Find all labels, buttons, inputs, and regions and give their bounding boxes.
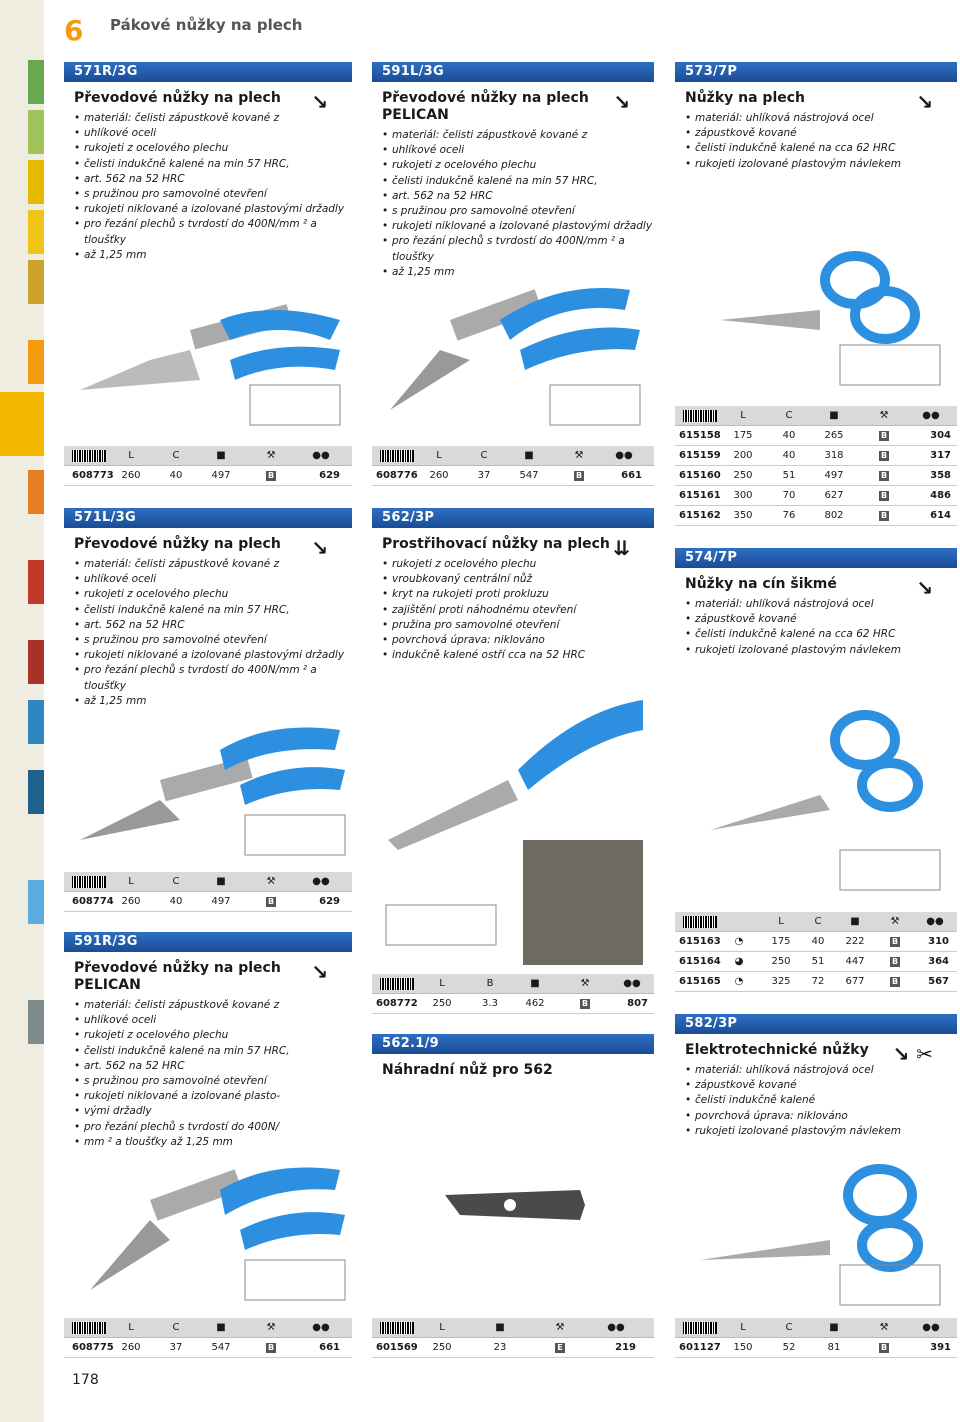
col-C: C (480, 450, 488, 461)
feature: • art. 562 na 52 HRC (74, 172, 352, 187)
price-code: B (267, 1343, 275, 1352)
order-number: 615163 (679, 936, 721, 947)
feature: • čelisti indukčně kalené (685, 1093, 957, 1108)
feature: • art. 562 na 52 HRC (74, 1059, 352, 1074)
col-L: L (128, 450, 134, 461)
col-C: C (172, 1322, 180, 1333)
weight-icon: ■ (524, 450, 534, 461)
wire-cut-icon: ↘ ✂ (892, 1042, 933, 1066)
straight-cut-icon: ↘ (311, 960, 328, 984)
length: 260 (121, 896, 141, 907)
table-591R (64, 1318, 352, 1358)
feature: • uhlíkové oceli (382, 143, 654, 158)
hammer-icon: ⚒ (580, 978, 590, 989)
order-number: 615165 (679, 976, 721, 987)
feature: • zápustkově kované (685, 1078, 957, 1093)
product-name: Nůžky na cín šikmé (685, 576, 837, 592)
feature-list (382, 557, 654, 663)
length: 300 (733, 490, 753, 501)
cut-length: 51 (782, 470, 796, 481)
feature: • materiál: čelisti zápustkově kované z (382, 128, 654, 143)
shears-image-582 (680, 1160, 950, 1308)
feature: • materiál: čelisti zápustkově kované z (74, 111, 352, 126)
col-L: L (436, 450, 442, 461)
weight: 23 (493, 1342, 507, 1353)
feature: • uhlíkové oceli (74, 572, 352, 587)
feature: • rukojeti niklované a izolované plastovými držadly (74, 202, 352, 217)
col-L: L (128, 876, 134, 887)
feature: • pro řezání plechů s tvrdostí do 400N/ (74, 1120, 352, 1135)
price: 391 (930, 1342, 951, 1353)
weight: 462 (525, 998, 545, 1009)
product-571R3G (64, 62, 352, 263)
direction-icon: ◔ (734, 976, 744, 987)
tab-green (28, 60, 44, 104)
feature: • rukojeti izolované plastovým návlekem (685, 643, 957, 658)
feature: • pružina pro samovolné otevření (382, 618, 654, 633)
feature: • vroubkovaný centrální nůž (382, 572, 654, 587)
price: 219 (615, 1342, 636, 1353)
weight-icon: ■ (530, 978, 540, 989)
price-code: B (880, 511, 888, 520)
length: 250 (432, 998, 452, 1009)
length: 350 (733, 510, 753, 521)
price-code: B (880, 451, 888, 460)
col-C: C (785, 1322, 793, 1333)
order-number: 615159 (679, 450, 721, 461)
feature: • uhlíkové oceli (74, 126, 352, 141)
col-L: L (439, 978, 445, 989)
coins-icon: ●● (922, 1322, 940, 1333)
weight-icon: ■ (829, 1322, 839, 1333)
cut-length: 40 (169, 896, 183, 907)
weight: 222 (845, 936, 865, 947)
product-5737P (675, 62, 957, 172)
straight-cut-icon: ↘ (916, 90, 933, 114)
feature-list (74, 111, 352, 263)
price: 807 (627, 998, 648, 1009)
cut-length: 72 (811, 976, 825, 987)
price: 364 (928, 956, 949, 967)
cut-length: 40 (782, 450, 796, 461)
feature: • materiál: čelisti zápustkově kované z (74, 998, 352, 1013)
order-number: 615160 (679, 470, 721, 481)
feature: • čelisti indukčně kalené na min 57 HRC, (74, 1044, 352, 1059)
cut-length: 76 (782, 510, 796, 521)
length: 325 (771, 976, 791, 987)
product-name: Převodové nůžky na plech PELICAN (74, 960, 281, 993)
barcode-icon (683, 410, 717, 422)
order-number: 615162 (679, 510, 721, 521)
product-code: 571L/3G (64, 508, 352, 528)
barcode-icon (72, 1322, 106, 1334)
order-number: 608772 (376, 998, 418, 1009)
feature: • materiál: uhlíková nástrojová ocel (685, 1063, 957, 1078)
length: 260 (121, 470, 141, 481)
thickness: 3.3 (482, 998, 498, 1009)
price: 310 (928, 936, 949, 947)
cut-length: 51 (811, 956, 825, 967)
cut-length: 37 (477, 470, 491, 481)
tab-lightgreen (28, 110, 44, 154)
feature-list (74, 998, 352, 1150)
order-number: 608773 (72, 470, 114, 481)
price: 629 (319, 896, 340, 907)
feature: • zajištění proti náhodnému otevření (382, 603, 654, 618)
tab-red (28, 560, 44, 604)
length: 175 (771, 936, 791, 947)
hammer-icon: ⚒ (266, 1322, 276, 1333)
price-code: B (891, 937, 899, 946)
price-code: B (880, 431, 888, 440)
price-code: B (880, 491, 888, 500)
hammer-icon: ⚒ (555, 1322, 565, 1333)
length: 175 (733, 430, 753, 441)
product-name: Nůžky na plech (685, 90, 806, 106)
barcode-icon (683, 1322, 717, 1334)
straight-cut-icon: ↘ (311, 536, 328, 560)
weight: 497 (824, 470, 844, 481)
order-number: 601127 (679, 1342, 721, 1353)
length: 250 (432, 1342, 452, 1353)
shears-image-574 (680, 700, 950, 900)
price: 661 (621, 470, 642, 481)
product-571L3G (64, 508, 352, 709)
price: 358 (930, 470, 951, 481)
coins-icon: ●● (312, 450, 330, 461)
weight: 447 (845, 956, 865, 967)
product-code: 562/3P (372, 508, 654, 528)
feature: • s pružinou pro samovolné otevření (382, 204, 654, 219)
tab-gold (28, 260, 44, 304)
weight-icon: ■ (850, 916, 860, 927)
price-code: B (891, 977, 899, 986)
feature: • materiál: čelisti zápustkově kované z (74, 557, 352, 572)
product-56219 (372, 1034, 654, 1083)
feature: • art. 562 na 52 HRC (74, 618, 352, 633)
feature: • indukčně kalené ostří cca na 52 HRC (382, 648, 654, 663)
straight-cut-icon: ↘ (311, 90, 328, 114)
col-L: L (740, 1322, 746, 1333)
tab-orange (28, 340, 44, 384)
cut-length: 40 (811, 936, 825, 947)
feature: • rukojeti izolované plastovým návlekem (685, 157, 957, 172)
price-code: B (575, 471, 583, 480)
shears-image-571R (70, 290, 350, 440)
order-number: 615161 (679, 490, 721, 501)
product-code: 573/7P (675, 62, 957, 82)
col-L: L (128, 1322, 134, 1333)
feature: • čelisti indukčně kalené na min 57 HRC, (74, 157, 352, 172)
feature: • pro řezání plechů s tvrdostí do 400N/mm ² a tloušťky (74, 663, 352, 693)
nibbler-image-562 (378, 690, 654, 970)
product-5823P (675, 1014, 957, 1139)
col-L: L (778, 916, 784, 927)
col-C: C (785, 410, 793, 421)
straight-cut-icon: ↘ (916, 576, 933, 600)
barcode-icon (72, 876, 106, 888)
feature: • uhlíkové oceli (74, 1013, 352, 1028)
cut-length: 40 (782, 430, 796, 441)
hammer-icon: ⚒ (890, 916, 900, 927)
product-5623P (372, 508, 654, 663)
length: 200 (733, 450, 753, 461)
hammer-icon: ⚒ (574, 450, 584, 461)
hammer-icon: ⚒ (879, 410, 889, 421)
shears-image-591R (70, 1160, 350, 1308)
cut-length: 40 (169, 470, 183, 481)
barcode-icon (72, 450, 106, 462)
straight-cut-icon: ↘ (613, 90, 630, 114)
product-code: 574/7P (675, 548, 957, 568)
weight: 497 (211, 470, 231, 481)
feature: • kryt na rukojeti proti prokluzu (382, 587, 654, 602)
product-name: Převodové nůžky na plech PELICAN (382, 90, 589, 123)
shears-image-571L (70, 710, 350, 860)
feature: • až 1,25 mm (382, 265, 654, 280)
direction-icon: ◕ (734, 956, 744, 967)
product-name: Převodové nůžky na plech (74, 536, 281, 552)
order-number: 615158 (679, 430, 721, 441)
order-number: 608774 (72, 896, 114, 907)
weight: 318 (824, 450, 844, 461)
replacement-blade-image (440, 1185, 590, 1225)
hammer-icon: ⚒ (266, 450, 276, 461)
col-L: L (439, 1322, 445, 1333)
chapter-number: 6 (64, 14, 84, 47)
order-number: 601569 (376, 1342, 418, 1353)
feature: • zápustkově kované (685, 612, 957, 627)
tab-orange2 (28, 470, 44, 514)
feature: • rukojeti z ocelového plechu (382, 557, 654, 572)
length: 260 (429, 470, 449, 481)
order-number: 608776 (376, 470, 418, 481)
table-573 (675, 406, 957, 526)
product-5747P (675, 548, 957, 658)
feature: • pro řezání plechů s tvrdostí do 400N/mm ² a tloušťky (74, 217, 352, 247)
feature: • povrchová úprava: niklováno (382, 633, 654, 648)
weight-icon: ■ (216, 450, 226, 461)
weight: 627 (824, 490, 844, 501)
weight: 677 (845, 976, 865, 987)
price: 567 (928, 976, 949, 987)
table-591L (372, 446, 654, 486)
order-number: 608775 (72, 1342, 114, 1353)
weight: 547 (519, 470, 539, 481)
product-591R3G (64, 932, 352, 1150)
product-name: Prostřihovací nůžky na plech (382, 536, 610, 552)
price: 304 (930, 430, 951, 441)
price-code: B (581, 999, 589, 1008)
coins-icon: ●● (623, 978, 641, 989)
table-5621 (372, 1318, 654, 1358)
coins-icon: ●● (615, 450, 633, 461)
table-574 (675, 912, 957, 992)
feature: • čelisti indukčně kalené na min 57 HRC, (74, 603, 352, 618)
length: 150 (733, 1342, 753, 1353)
barcode-icon (380, 450, 414, 462)
coins-icon: ●● (312, 1322, 330, 1333)
col-C: C (814, 916, 822, 927)
price: 661 (319, 1342, 340, 1353)
hammer-icon: ⚒ (879, 1322, 889, 1333)
page-title: Pákové nůžky na plech (110, 16, 303, 34)
weight: 265 (824, 430, 844, 441)
tab-yellow (28, 160, 44, 204)
tab-darkblue (28, 770, 44, 814)
price-code: B (267, 897, 275, 906)
feature: • až 1,25 mm (74, 694, 352, 709)
order-number: 615164 (679, 956, 721, 967)
weight-icon: ■ (216, 1322, 226, 1333)
length: 250 (771, 956, 791, 967)
weight-icon: ■ (216, 876, 226, 887)
price-code: B (880, 1343, 888, 1352)
feature: • vými držadly (74, 1104, 352, 1119)
product-code: 562.1/9 (372, 1034, 654, 1054)
feature: • materiál: uhlíková nástrojová ocel (685, 597, 957, 612)
tab-darkred (28, 640, 44, 684)
coins-icon: ●● (922, 410, 940, 421)
cut-length: 37 (169, 1342, 183, 1353)
product-591L3G (372, 62, 654, 280)
barcode-icon (380, 978, 414, 990)
feature: • rukojeti z ocelového plechu (74, 587, 352, 602)
feature: • s pružinou pro samovolné otevření (74, 633, 352, 648)
feature-list (685, 111, 957, 172)
price-code: B (891, 957, 899, 966)
barcode-icon (683, 916, 717, 928)
weight: 802 (824, 510, 844, 521)
col-B: B (486, 978, 494, 989)
weight: 81 (827, 1342, 841, 1353)
coins-icon: ●● (926, 916, 944, 927)
product-name: Převodové nůžky na plech (74, 90, 281, 106)
product-code: 591R/3G (64, 932, 352, 952)
product-code: 591L/3G (372, 62, 654, 82)
feature: • zápustkově kované (685, 126, 957, 141)
feature-list (74, 557, 352, 709)
weight: 547 (211, 1342, 231, 1353)
direction-icon: ◔ (734, 936, 744, 947)
coins-icon: ●● (312, 876, 330, 887)
price: 614 (930, 510, 951, 521)
cut-length: 70 (782, 490, 796, 501)
feature: • materiál: uhlíková nástrojová ocel (685, 111, 957, 126)
length: 250 (733, 470, 753, 481)
feature: • rukojeti niklované a izolované plastovými držadly (74, 648, 352, 663)
feature: • art. 562 na 52 HRC (382, 189, 654, 204)
tab-yellow2 (28, 210, 44, 254)
punch-cut-icon: ⇊ (613, 536, 630, 560)
chapter-tab-active (0, 392, 44, 456)
feature: • mm ² a tloušťky až 1,25 mm (74, 1135, 352, 1150)
hammer-icon: ⚒ (266, 876, 276, 887)
feature: • rukojeti niklované a izolované plasto- (74, 1089, 352, 1104)
tab-blue (28, 700, 44, 744)
price: 629 (319, 470, 340, 481)
feature: • čelisti indukčně kalené na cca 62 HRC (685, 141, 957, 156)
shears-image-591L (380, 280, 650, 440)
length: 260 (121, 1342, 141, 1353)
feature: • s pružinou pro samovolné otevření (74, 1074, 352, 1089)
table-582 (675, 1318, 957, 1358)
feature: • čelisti indukčně kalené na cca 62 HRC (685, 627, 957, 642)
table-571R (64, 446, 352, 486)
feature: • pro řezání plechů s tvrdostí do 400N/mm ² a tloušťky (382, 234, 654, 264)
shears-image-573 (680, 240, 950, 390)
feature-list (382, 128, 654, 280)
price-code: B (880, 471, 888, 480)
product-code: 571R/3G (64, 62, 352, 82)
col-C: C (172, 450, 180, 461)
feature: • rukojeti z ocelového plechu (74, 1028, 352, 1043)
feature: • až 1,25 mm (74, 248, 352, 263)
page-number: 178 (72, 1372, 99, 1388)
price-code: E (555, 1343, 565, 1353)
product-name: Náhradní nůž pro 562 (382, 1062, 553, 1078)
price: 317 (930, 450, 951, 461)
coins-icon: ●● (607, 1322, 625, 1333)
weight-icon: ■ (495, 1322, 505, 1333)
feature: • rukojeti z ocelového plechu (74, 141, 352, 156)
feature: • rukojeti z ocelového plechu (382, 158, 654, 173)
product-code: 582/3P (675, 1014, 957, 1034)
cut-length: 52 (782, 1342, 796, 1353)
price: 486 (930, 490, 951, 501)
price-code: B (267, 471, 275, 480)
feature: • povrchová úprava: niklováno (685, 1109, 957, 1124)
table-562 (372, 974, 654, 1014)
feature: • rukojeti niklované a izolované plastovými držadly (382, 219, 654, 234)
feature: • čelisti indukčně kalené na min 57 HRC, (382, 174, 654, 189)
feature: • rukojeti izolované plastovým návlekem (685, 1124, 957, 1139)
tab-lightblue (28, 880, 44, 924)
barcode-icon (380, 1322, 414, 1334)
table-571L (64, 872, 352, 912)
feature-list (685, 597, 957, 658)
tab-gray (28, 1000, 44, 1044)
product-name: Elektrotechnické nůžky (685, 1042, 869, 1058)
weight: 497 (211, 896, 231, 907)
col-L: L (740, 410, 746, 421)
feature: • s pružinou pro samovolné otevření (74, 187, 352, 202)
weight-icon: ■ (829, 410, 839, 421)
col-C: C (172, 876, 180, 887)
feature-list (685, 1063, 957, 1139)
